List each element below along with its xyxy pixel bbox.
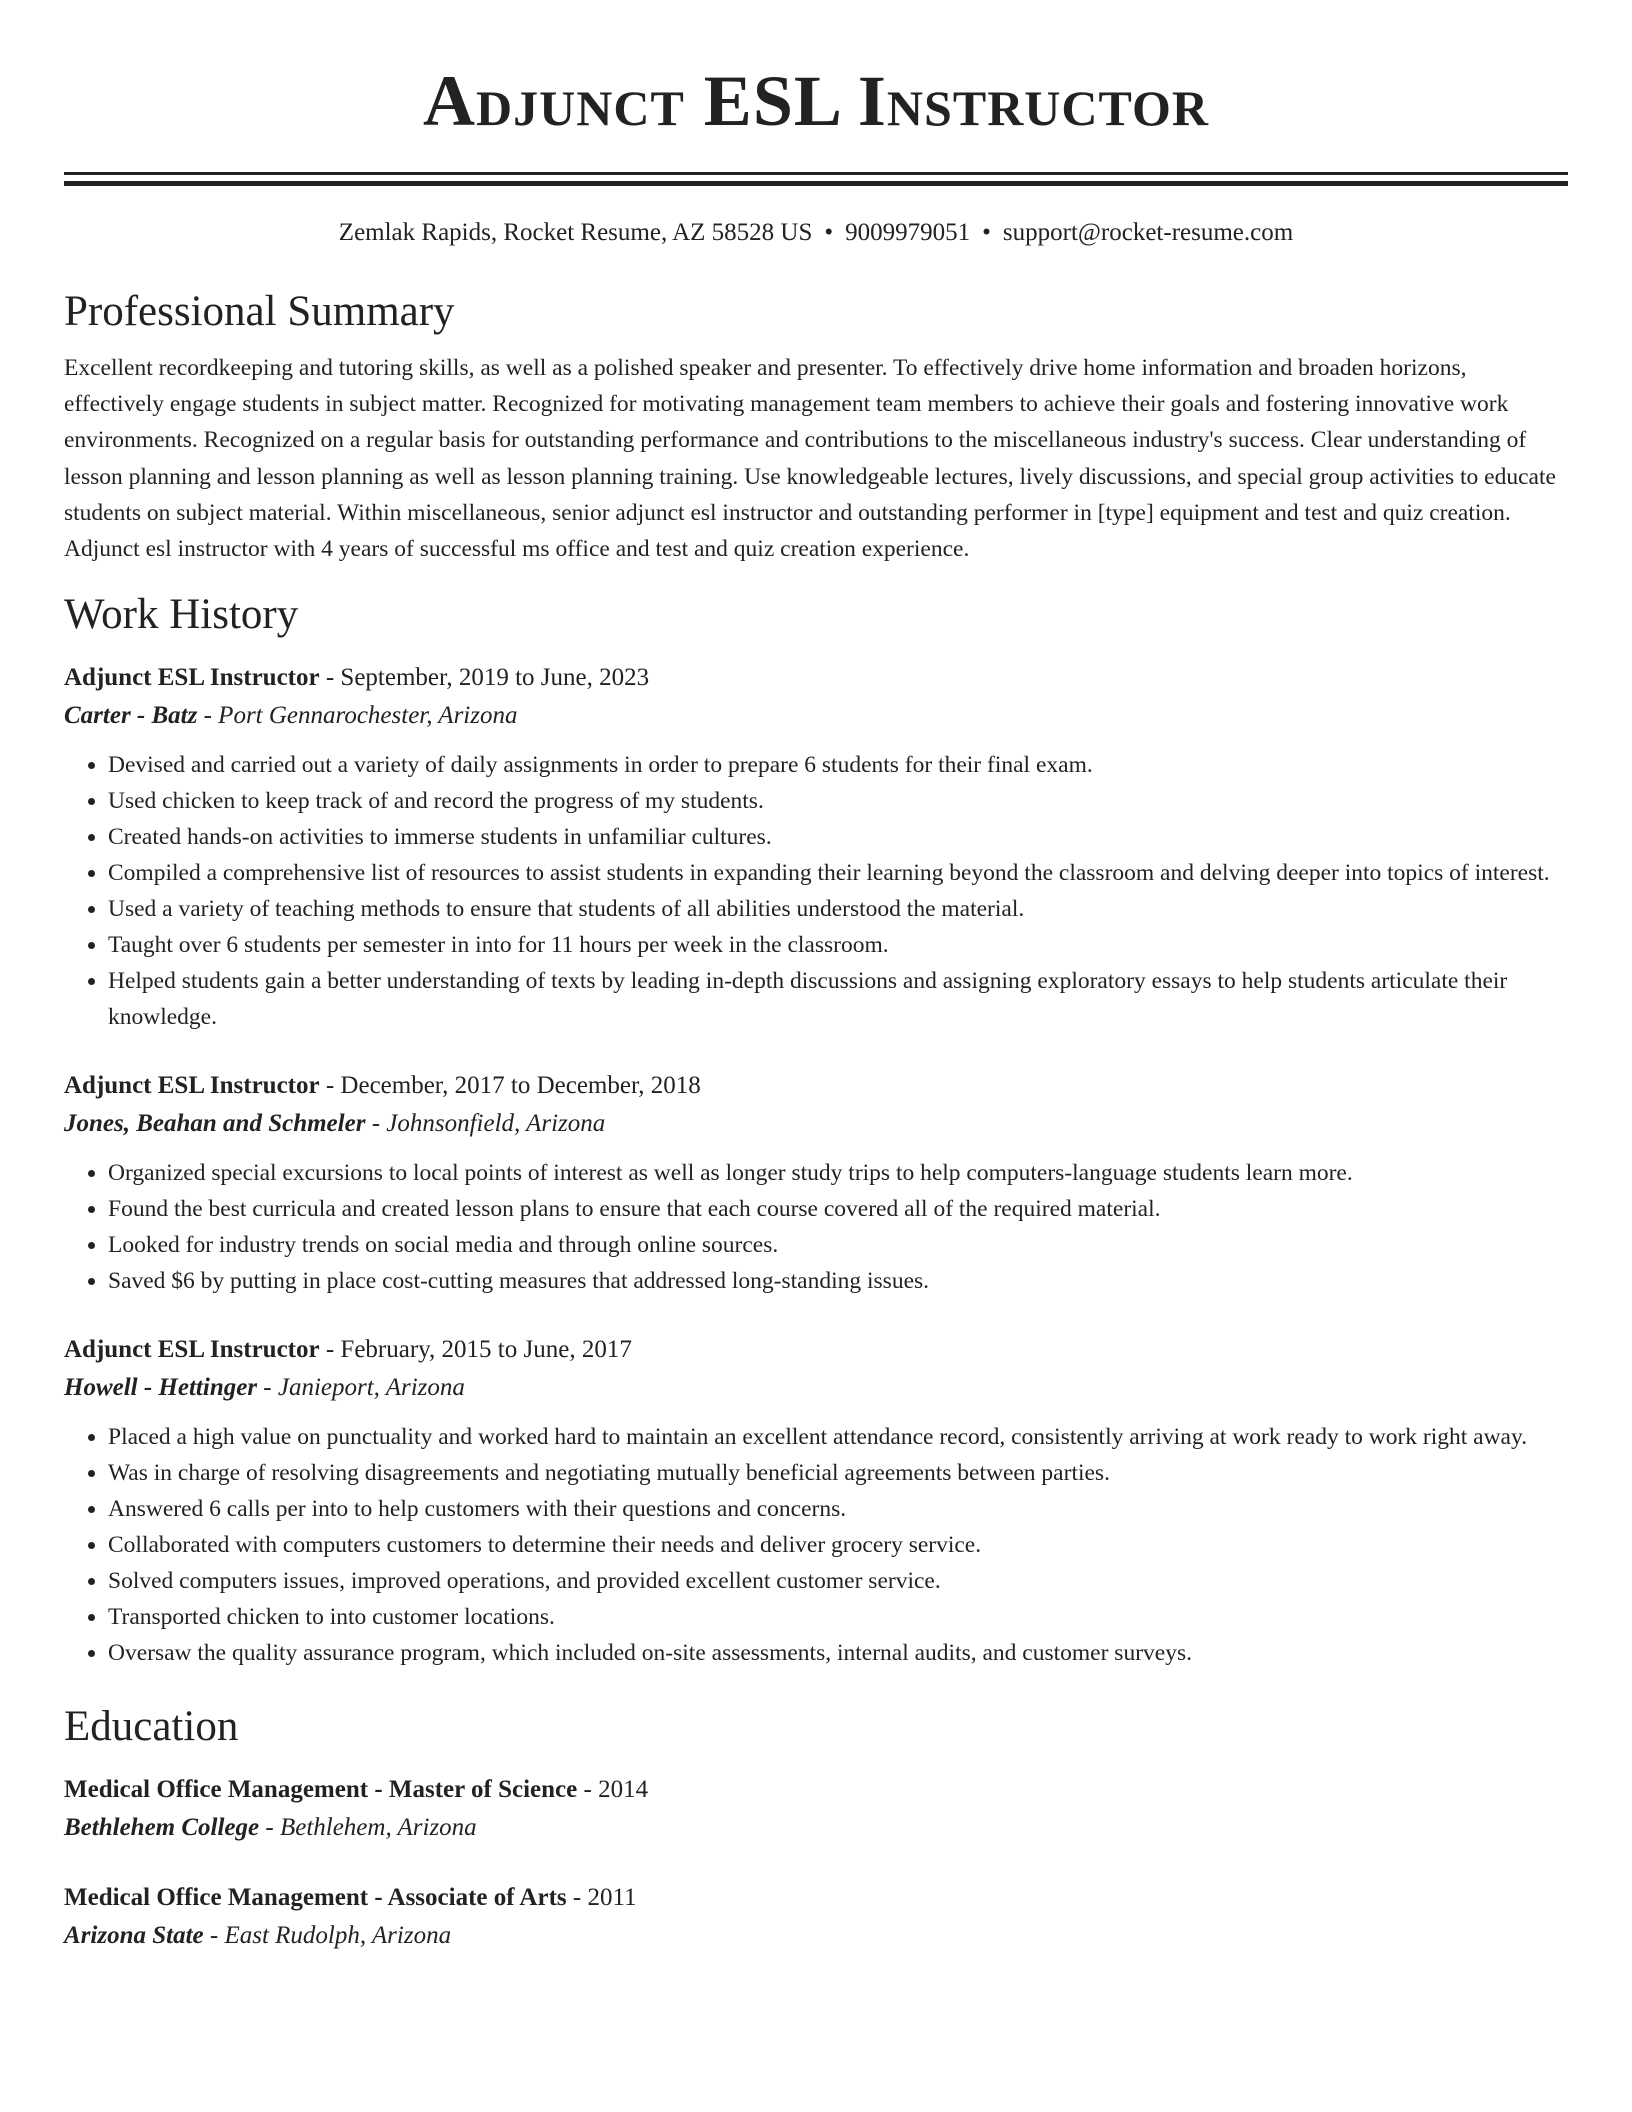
job-header	[64, 1067, 1568, 1105]
school-location: - East Rudolph, Arizona	[203, 1922, 452, 1950]
list-item: • Taught over 6 students per semester in into for 11 hours per week in the classroom.	[108, 927, 1568, 963]
job-employer	[64, 1105, 1568, 1143]
education-entry	[64, 1879, 1568, 1955]
list-item: • Used chicken to keep track of and record the progress of my students.	[108, 783, 1568, 819]
job-company: Carter - Batz	[64, 702, 198, 730]
list-item: • Saved $6 by putting in place cost-cutting measures that addressed long-standing issues.	[108, 1263, 1568, 1299]
job-location: - Janieport, Arizona	[257, 1374, 465, 1402]
job-duties-list	[64, 1419, 1568, 1671]
degree-institution	[64, 1809, 1568, 1847]
list-item: • Organized special excursions to local points of interest as well as longer study trips to help computers-language students learn more.	[108, 1155, 1568, 1191]
job-dates: - December, 2017 to December, 2018	[319, 1072, 701, 1100]
education-entry	[64, 1771, 1568, 1847]
job-company: Howell - Hettinger	[64, 1374, 258, 1402]
job-company: Jones, Beahan and Schmeler	[64, 1110, 366, 1138]
job-duties-list	[64, 747, 1568, 1035]
contact-phone: 9009979051	[845, 219, 971, 246]
list-item: • Devised and carried out a variety of daily assignments in order to prepare 6 students for their final exam.	[108, 747, 1568, 783]
contact-line	[64, 218, 1568, 248]
list-item: • Solved computers issues, improved operations, and provided excellent customer service.	[108, 1563, 1568, 1599]
job-location: - Johnsonfield, Arizona	[365, 1110, 606, 1138]
list-item: • Oversaw the quality assurance program, which included on-site assessments, internal audits, and customer surveys.	[108, 1635, 1568, 1671]
degree-name: Medical Office Management - Associate of Arts	[64, 1884, 567, 1912]
school-location: - Bethlehem, Arizona	[259, 1814, 477, 1842]
contact-separator: •	[982, 219, 991, 246]
contact-separator: •	[824, 219, 834, 246]
job-dates: - September, 2019 to June, 2023	[319, 664, 650, 692]
degree-header	[64, 1771, 1568, 1809]
job-employer	[64, 1369, 1568, 1407]
degree-year: - 2011	[566, 1884, 637, 1912]
list-item: • Helped students gain a better understanding of texts by leading in-depth discussions and assigning exploratory essays to help students articulate their knowledge.	[108, 963, 1568, 1035]
summary-text: Excellent recordkeeping and tutoring skills, as well as a polished speaker and presenter. To effectively drive home information and broaden horizons, effectively engage students in subject matter. Recognized for motivating management team members to achieve their goals and fostering innovative work environments. Recognized on a regular basis for outstanding performance and contributions to the miscellaneous industry's success. Clear understanding of lesson planning and lesson planning as well as lesson planning training. Use knowledgeable lectures, lively discussions, and special group activities to educate students on subject material. Within miscellaneous, senior adjunct esl instructor and outstanding performer in [type] equipment and test and quiz creation. Adjunct esl instructor with 4 years of successful ms office and test and quiz creation experience.	[64, 355, 1556, 563]
education-section	[64, 1701, 1568, 1955]
job-entry	[64, 659, 1568, 1035]
section-heading-work-history: Work History	[64, 591, 299, 639]
list-item: • Was in charge of resolving disagreements and negotiating mutually beneficial agreements between parties.	[108, 1455, 1568, 1491]
list-item: • Transported chicken to into customer locations.	[108, 1599, 1568, 1635]
list-item: • Collaborated with computers customers to determine their needs and deliver grocery service.	[108, 1527, 1568, 1563]
list-item: • Found the best curricula and created lesson plans to ensure that each course covered all of the required material.	[108, 1191, 1568, 1227]
job-employer	[64, 697, 1568, 735]
section-heading-education: Education	[64, 1703, 239, 1751]
professional-summary-section	[64, 286, 1568, 567]
school-name: Bethlehem College	[64, 1814, 260, 1842]
list-item: • Looked for industry trends on social media and through online sources.	[108, 1227, 1568, 1263]
resume-title: Adjunct ESL Instructor	[423, 61, 1209, 141]
contact-email: support@rocket-resume.com	[1002, 219, 1294, 246]
job-duties-list	[64, 1155, 1568, 1299]
job-location: - Port Gennarochester, Arizona	[197, 702, 518, 730]
job-title: Adjunct ESL Instructor	[64, 664, 320, 692]
list-item: • Placed a high value on punctuality and worked hard to maintain an excellent attendance record, consistently arriving at work ready to work right away.	[108, 1419, 1568, 1455]
degree-institution	[64, 1917, 1568, 1955]
work-history-section	[64, 589, 1568, 1671]
job-entry	[64, 1067, 1568, 1299]
list-item: • Used a variety of teaching methods to ensure that students of all abilities understood the material.	[108, 891, 1568, 927]
degree-year: - 2014	[577, 1776, 649, 1804]
job-title: Adjunct ESL Instructor	[64, 1072, 320, 1100]
section-heading-summary: Professional Summary	[64, 288, 455, 335]
degree-name: Medical Office Management - Master of Science	[64, 1776, 578, 1804]
title-rule-bottom	[64, 181, 1568, 186]
contact-address: Zemlak Rapids, Rocket Resume, AZ 58528 US	[338, 219, 813, 246]
job-dates: - February, 2015 to June, 2017	[319, 1336, 632, 1364]
list-item: • Compiled a comprehensive list of resources to assist students in expanding their learning beyond the classroom and delving deeper into topics of interest.	[108, 855, 1568, 891]
title-rule-top	[64, 172, 1568, 175]
list-item: • Created hands-on activities to immerse students in unfamiliar cultures.	[108, 819, 1568, 855]
job-header	[64, 659, 1568, 697]
list-item: • Answered 6 calls per into to help customers with their questions and concerns.	[108, 1491, 1568, 1527]
job-entry	[64, 1331, 1568, 1671]
job-header	[64, 1331, 1568, 1369]
job-title: Adjunct ESL Instructor	[64, 1336, 320, 1364]
school-name: Arizona State	[64, 1922, 204, 1950]
degree-header	[64, 1879, 1568, 1917]
